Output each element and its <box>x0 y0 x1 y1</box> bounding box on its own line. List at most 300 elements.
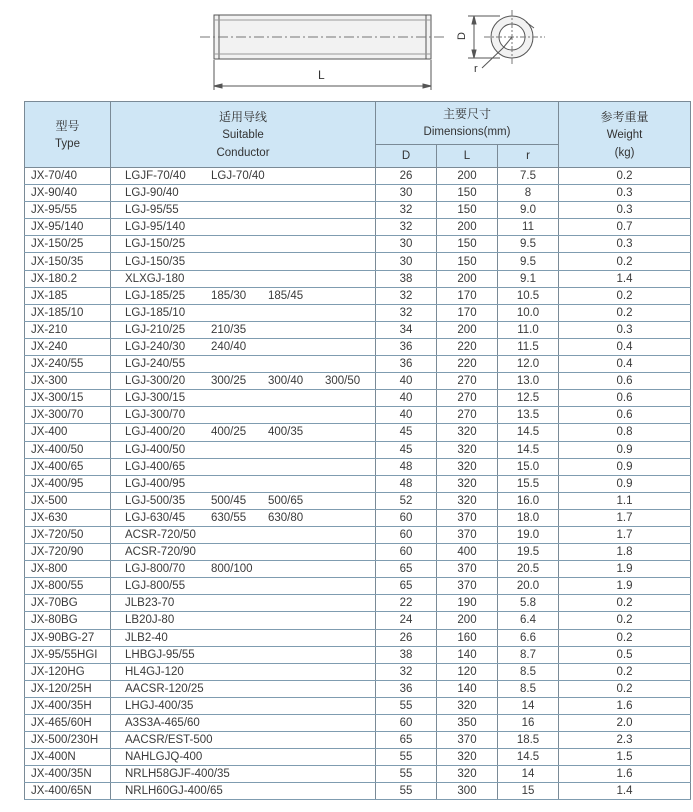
dim-l-cell: 320 <box>437 492 498 509</box>
dim-l-cell: 320 <box>437 424 498 441</box>
weight-cell: 1.7 <box>559 509 691 526</box>
type-cell: JX-240 <box>25 338 111 355</box>
conductor-model: ACSR-720/50 <box>125 529 196 542</box>
type-cell: JX-300 <box>25 373 111 390</box>
type-header <box>25 102 111 168</box>
type-cell: JX-185/10 <box>25 304 111 321</box>
conductor-model: LGJ-150/35 <box>125 255 186 268</box>
weight-cell: 0.2 <box>559 680 691 697</box>
table-row <box>25 287 691 304</box>
dim-r-cell: 6.6 <box>498 629 559 646</box>
type-cell: JX-120/25H <box>25 680 111 697</box>
conductor-cell <box>111 646 376 663</box>
dim-d-cell: 60 <box>376 715 437 732</box>
table-row <box>25 766 691 783</box>
dim-d-cell: 45 <box>376 424 437 441</box>
dim-d-cell: 55 <box>376 783 437 800</box>
conductor-cell <box>111 287 376 304</box>
dim-d-cell: 32 <box>376 304 437 321</box>
conductor-model: LGJ-95/55 <box>125 204 179 217</box>
dim-d-cell: 38 <box>376 646 437 663</box>
dim-l-cell: 220 <box>437 338 498 355</box>
weight-cell: 0.2 <box>559 253 691 270</box>
conductor-cell <box>111 185 376 202</box>
type-cell: JX-400/65N <box>25 783 111 800</box>
dim-r-cell: 14 <box>498 766 559 783</box>
dim-l-cell: 400 <box>437 544 498 561</box>
dim-d-cell: 65 <box>376 732 437 749</box>
conductor-cell <box>111 338 376 355</box>
conductor-model: LGJ-800/70 <box>125 563 186 576</box>
weight-cell: 1.9 <box>559 561 691 578</box>
type-cell: JX-150/25 <box>25 236 111 253</box>
dim-r-cell: 15.5 <box>498 475 559 492</box>
dim-d-cell: 36 <box>376 338 437 355</box>
weight-cell: 1.6 <box>559 697 691 714</box>
conductor-model: LGJF-70/40 <box>125 170 186 183</box>
weight-cell: 0.2 <box>559 629 691 646</box>
conductor-header-zh: 适用导线 <box>218 109 267 124</box>
conductor-cell <box>111 732 376 749</box>
type-cell: JX-95/140 <box>25 219 111 236</box>
dim-r-cell: 8.7 <box>498 646 559 663</box>
conductor-cell <box>111 475 376 492</box>
conductor-model: LGJ-400/20 <box>125 426 186 439</box>
dim-d-cell: 55 <box>376 766 437 783</box>
type-cell: JX-240/55 <box>25 356 111 373</box>
dim-r-cell: 10.0 <box>498 304 559 321</box>
table-row <box>25 715 691 732</box>
col-d-header: D <box>376 145 437 168</box>
dim-r-cell: 14.5 <box>498 424 559 441</box>
dim-d-cell: 36 <box>376 356 437 373</box>
dim-d-cell: 30 <box>376 185 437 202</box>
conductor-model: LB20J-80 <box>125 614 175 627</box>
dim-l-cell: 200 <box>437 219 498 236</box>
dim-d-cell: 32 <box>376 287 437 304</box>
dim-l-cell: 320 <box>437 749 498 766</box>
weight-cell: 2.0 <box>559 715 691 732</box>
conductor-cell <box>111 492 376 509</box>
dim-d-cell: 24 <box>376 612 437 629</box>
dim-r-cell: 12.5 <box>498 390 559 407</box>
type-cell: JX-150/35 <box>25 253 111 270</box>
table-row <box>25 612 691 629</box>
conductor-model: LGJ-630/45 <box>125 511 186 524</box>
conductor-cell <box>111 663 376 680</box>
dim-l-cell: 370 <box>437 732 498 749</box>
conductor-model: 630/55 <box>211 511 247 524</box>
dim-r-cell: 16 <box>498 715 559 732</box>
dim-r-cell: 11.0 <box>498 321 559 338</box>
conductor-cell <box>111 407 376 424</box>
type-cell: JX-180.2 <box>25 270 111 287</box>
conductor-model: LGJ-400/50 <box>125 443 186 456</box>
table-row <box>25 458 691 475</box>
dim-l-cell: 370 <box>437 509 498 526</box>
weight-cell: 0.5 <box>559 646 691 663</box>
conductor-cell <box>111 458 376 475</box>
type-cell: JX-185 <box>25 287 111 304</box>
table-row <box>25 697 691 714</box>
conductor-model: LGJ-70/40 <box>211 170 265 183</box>
dim-d-cell: 60 <box>376 526 437 543</box>
conductor-cell <box>111 578 376 595</box>
conductor-cell <box>111 441 376 458</box>
type-cell: JX-400/95 <box>25 475 111 492</box>
weight-cell: 1.9 <box>559 578 691 595</box>
dim-d-cell: 65 <box>376 578 437 595</box>
weight-cell: 1.8 <box>559 544 691 561</box>
type-cell: JX-70/40 <box>25 168 111 185</box>
conductor-model: 500/65 <box>268 494 304 507</box>
dim-l-cell: 270 <box>437 390 498 407</box>
table-row <box>25 544 691 561</box>
conductor-cell <box>111 509 376 526</box>
weight-cell: 0.2 <box>559 663 691 680</box>
dim-r-cell: 8 <box>498 185 559 202</box>
table-row <box>25 680 691 697</box>
conductor-model: LGJ-150/25 <box>125 238 186 251</box>
conductor-header-en1: Suitable <box>222 128 264 141</box>
dim-l-cell: 200 <box>437 168 498 185</box>
weight-cell: 0.9 <box>559 458 691 475</box>
dim-r-cell: 20.0 <box>498 578 559 595</box>
conductor-model: A3S3A-465/60 <box>125 717 200 730</box>
type-cell: JX-400 <box>25 424 111 441</box>
conductor-header <box>111 102 376 168</box>
type-cell: JX-70BG <box>25 595 111 612</box>
weight-cell: 0.7 <box>559 219 691 236</box>
table-row <box>25 646 691 663</box>
dim-d-cell: 40 <box>376 407 437 424</box>
conductor-model: LGJ-185/10 <box>125 306 186 319</box>
weight-cell: 0.9 <box>559 475 691 492</box>
conductor-cell <box>111 219 376 236</box>
table-row <box>25 595 691 612</box>
table-row <box>25 185 691 202</box>
dim-r-cell: 19.0 <box>498 526 559 543</box>
weight-cell: 0.8 <box>559 424 691 441</box>
table-row <box>25 492 691 509</box>
weight-cell: 0.6 <box>559 373 691 390</box>
table-row <box>25 475 691 492</box>
dim-r-cell: 13.5 <box>498 407 559 424</box>
dim-l-cell: 140 <box>437 646 498 663</box>
conductor-model: LGJ-95/140 <box>125 221 186 234</box>
dim-r-cell: 14 <box>498 697 559 714</box>
conductor-model: XLXGJ-180 <box>125 272 185 285</box>
dim-l-cell: 120 <box>437 663 498 680</box>
weight-header-en: Weight <box>606 128 643 141</box>
conductor-model: 800/100 <box>211 563 253 576</box>
conductor-model: NRLH58GJF-400/35 <box>125 768 230 781</box>
conductor-cell <box>111 544 376 561</box>
table-row <box>25 253 691 270</box>
dim-r-cell: 8.5 <box>498 680 559 697</box>
conductor-model: LGJ-400/65 <box>125 460 186 473</box>
dim-r-cell: 16.0 <box>498 492 559 509</box>
dim-d-cell: 55 <box>376 697 437 714</box>
conductor-cell <box>111 168 376 185</box>
dim-d-cell: 30 <box>376 253 437 270</box>
table-row <box>25 270 691 287</box>
dim-d-cell: 26 <box>376 629 437 646</box>
dim-l-cell: 140 <box>437 680 498 697</box>
type-cell: JX-400/35H <box>25 697 111 714</box>
conductor-model: 300/25 <box>211 375 247 388</box>
dim-r-cell: 15.0 <box>498 458 559 475</box>
weight-cell: 0.3 <box>559 202 691 219</box>
table-row <box>25 356 691 373</box>
col-l-header: L <box>437 145 498 168</box>
table-row <box>25 304 691 321</box>
dimensions-header <box>376 102 559 145</box>
table-row <box>25 578 691 595</box>
dim-r-cell: 11.5 <box>498 338 559 355</box>
conductor-model: 210/35 <box>211 323 247 336</box>
conductor-model: 630/80 <box>268 511 304 524</box>
type-cell: JX-300/15 <box>25 390 111 407</box>
conductor-model: 500/45 <box>211 494 247 507</box>
dim-r-cell: 20.5 <box>498 561 559 578</box>
conductor-model: NRLH60GJ-400/65 <box>125 785 223 798</box>
conductor-cell <box>111 253 376 270</box>
conductor-model: LGJ-300/15 <box>125 392 186 405</box>
diameter-label: D <box>456 32 468 40</box>
table-row <box>25 663 691 680</box>
weight-header <box>559 102 691 168</box>
conductor-model: LGJ-300/70 <box>125 409 186 422</box>
conductor-model: AACSR-120/25 <box>125 682 204 695</box>
dim-l-cell: 320 <box>437 697 498 714</box>
conductor-model: 400/35 <box>268 426 304 439</box>
dim-l-cell: 320 <box>437 475 498 492</box>
dim-l-cell: 150 <box>437 236 498 253</box>
type-cell: JX-465/60H <box>25 715 111 732</box>
conductor-cell <box>111 680 376 697</box>
conductor-cell <box>111 629 376 646</box>
weight-cell: 1.4 <box>559 783 691 800</box>
type-cell: JX-720/90 <box>25 544 111 561</box>
type-cell: JX-300/70 <box>25 407 111 424</box>
weight-cell: 0.3 <box>559 185 691 202</box>
conductor-model: LGJ-240/30 <box>125 340 186 353</box>
dim-r-cell: 14.5 <box>498 749 559 766</box>
type-cell: JX-800 <box>25 561 111 578</box>
weight-header-zh: 参考重量 <box>600 109 649 124</box>
conductor-model: LGJ-400/95 <box>125 477 186 490</box>
weight-cell: 0.2 <box>559 612 691 629</box>
weight-cell: 0.6 <box>559 390 691 407</box>
conductor-model: NAHLGJQ-400 <box>125 751 203 764</box>
dim-d-cell: 40 <box>376 373 437 390</box>
dimensions-header-zh: 主要尺寸 <box>443 107 492 121</box>
dim-d-cell: 65 <box>376 561 437 578</box>
conductor-model: 300/40 <box>268 375 304 388</box>
type-cell: JX-210 <box>25 321 111 338</box>
dim-d-cell: 34 <box>376 321 437 338</box>
weight-cell: 1.1 <box>559 492 691 509</box>
conductor-model: 300/50 <box>325 375 361 388</box>
dim-d-cell: 26 <box>376 168 437 185</box>
conductor-cell <box>111 373 376 390</box>
table-row <box>25 441 691 458</box>
table-row <box>25 373 691 390</box>
conductor-cell <box>111 526 376 543</box>
conductor-cell <box>111 697 376 714</box>
table-row <box>25 526 691 543</box>
dim-l-cell: 160 <box>437 629 498 646</box>
dim-l-cell: 270 <box>437 373 498 390</box>
dim-d-cell: 30 <box>376 236 437 253</box>
dim-r-cell: 6.4 <box>498 612 559 629</box>
table-row <box>25 202 691 219</box>
weight-cell: 0.4 <box>559 338 691 355</box>
conductor-model: LHGJ-400/35 <box>125 699 194 712</box>
dim-l-cell: 150 <box>437 185 498 202</box>
conductor-model: LGJ-300/20 <box>125 375 186 388</box>
dim-l-cell: 370 <box>437 578 498 595</box>
tube-end-view <box>468 10 545 68</box>
type-cell: JX-80BG <box>25 612 111 629</box>
conductor-model: 185/30 <box>211 289 247 302</box>
table-row <box>25 407 691 424</box>
type-cell: JX-800/55 <box>25 578 111 595</box>
weight-cell: 1.5 <box>559 749 691 766</box>
table-row <box>25 732 691 749</box>
type-header-en: Type <box>55 137 80 150</box>
table-row <box>25 509 691 526</box>
dim-l-cell: 300 <box>437 783 498 800</box>
table-row <box>25 390 691 407</box>
dim-d-cell: 48 <box>376 475 437 492</box>
dimensions-header-en: Dimensions(mm) <box>423 126 511 138</box>
type-header-zh: 型号 <box>55 118 80 133</box>
dim-r-cell: 9.5 <box>498 253 559 270</box>
radius-label: r <box>474 63 478 75</box>
dim-d-cell: 55 <box>376 749 437 766</box>
conductor-cell <box>111 390 376 407</box>
dim-d-cell: 60 <box>376 509 437 526</box>
col-r-header: r <box>498 145 559 168</box>
conductor-cell <box>111 783 376 800</box>
dim-l-cell: 150 <box>437 202 498 219</box>
dim-d-cell: 40 <box>376 390 437 407</box>
weight-cell: 0.2 <box>559 595 691 612</box>
table-row <box>25 629 691 646</box>
type-cell: JX-400/50 <box>25 441 111 458</box>
weight-cell: 0.2 <box>559 168 691 185</box>
weight-cell: 1.4 <box>559 270 691 287</box>
dim-r-cell: 15 <box>498 783 559 800</box>
dim-r-cell: 14.5 <box>498 441 559 458</box>
dim-r-cell: 9.5 <box>498 236 559 253</box>
dim-d-cell: 48 <box>376 458 437 475</box>
conductor-model: LGJ-185/25 <box>125 289 186 302</box>
dim-d-cell: 38 <box>376 270 437 287</box>
dim-l-cell: 170 <box>437 287 498 304</box>
weight-cell: 1.7 <box>559 526 691 543</box>
conductor-model: JLB2-40 <box>125 631 168 644</box>
dim-r-cell: 8.5 <box>498 663 559 680</box>
dim-r-cell: 13.0 <box>498 373 559 390</box>
dim-r-cell: 5.8 <box>498 595 559 612</box>
conductor-cell <box>111 766 376 783</box>
dim-d-cell: 36 <box>376 680 437 697</box>
conductor-model: LHBGJ-95/55 <box>125 648 195 661</box>
dim-l-cell: 220 <box>437 356 498 373</box>
conductor-header-en2: Conductor <box>216 146 270 159</box>
dim-l-cell: 370 <box>437 561 498 578</box>
table-row <box>25 424 691 441</box>
conductor-cell <box>111 561 376 578</box>
conductor-cell <box>111 304 376 321</box>
conductor-model: LGJ-500/35 <box>125 494 186 507</box>
dim-r-cell: 12.0 <box>498 356 559 373</box>
specification-table <box>24 101 691 800</box>
table-row <box>25 219 691 236</box>
dim-r-cell: 10.5 <box>498 287 559 304</box>
conductor-model: ACSR-720/90 <box>125 546 196 559</box>
header-row <box>25 102 691 145</box>
type-cell: JX-90BG-27 <box>25 629 111 646</box>
conductor-cell <box>111 612 376 629</box>
conductor-cell <box>111 749 376 766</box>
dim-r-cell: 19.5 <box>498 544 559 561</box>
conductor-model: 400/25 <box>211 426 247 439</box>
dim-r-cell: 18.0 <box>498 509 559 526</box>
conductor-cell <box>111 321 376 338</box>
dim-l-cell: 320 <box>437 458 498 475</box>
dim-r-cell: 9.1 <box>498 270 559 287</box>
weight-cell: 2.3 <box>559 732 691 749</box>
dim-l-cell: 170 <box>437 304 498 321</box>
conductor-cell <box>111 595 376 612</box>
dim-l-cell: 320 <box>437 766 498 783</box>
length-label: L <box>318 68 325 82</box>
dim-l-cell: 200 <box>437 612 498 629</box>
weight-cell: 0.2 <box>559 287 691 304</box>
dim-l-cell: 190 <box>437 595 498 612</box>
conductor-cell <box>111 202 376 219</box>
table-row <box>25 321 691 338</box>
table-row <box>25 749 691 766</box>
conductor-cell <box>111 356 376 373</box>
dim-d-cell: 22 <box>376 595 437 612</box>
weight-cell: 0.4 <box>559 356 691 373</box>
product-drawing <box>0 0 693 100</box>
type-cell: JX-500/230H <box>25 732 111 749</box>
conductor-model: LGJ-800/55 <box>125 580 186 593</box>
table-row <box>25 561 691 578</box>
type-cell: JX-500 <box>25 492 111 509</box>
type-cell: JX-400/35N <box>25 766 111 783</box>
conductor-model: 240/40 <box>211 340 247 353</box>
weight-cell: 0.2 <box>559 304 691 321</box>
table-row <box>25 338 691 355</box>
weight-header-unit: (kg) <box>614 146 635 159</box>
conductor-model: LGJ-90/40 <box>125 187 179 200</box>
dim-l-cell: 320 <box>437 441 498 458</box>
conductor-cell <box>111 270 376 287</box>
dim-d-cell: 32 <box>376 663 437 680</box>
conductor-model: LGJ-210/25 <box>125 323 186 336</box>
type-cell: JX-95/55 <box>25 202 111 219</box>
conductor-cell <box>111 715 376 732</box>
type-cell: JX-720/50 <box>25 526 111 543</box>
conductor-cell <box>111 424 376 441</box>
